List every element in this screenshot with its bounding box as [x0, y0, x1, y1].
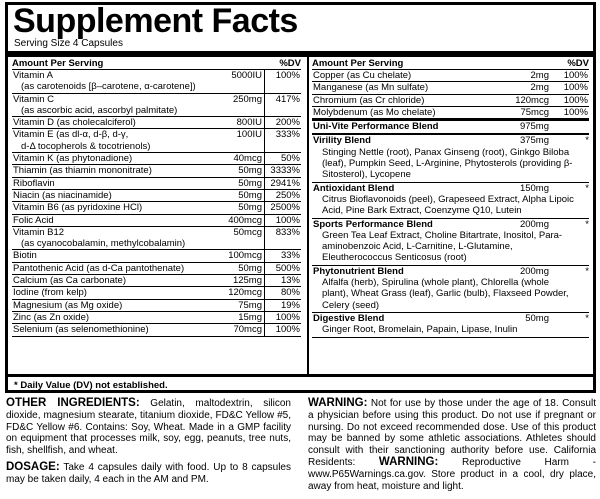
nutrient-dv: 333%: [264, 129, 301, 152]
left-column: [12, 57, 301, 337]
nutrient-amount: 250mg: [232, 93, 262, 105]
nutrient-row: [12, 70, 301, 94]
nutrient-row: [12, 300, 301, 312]
nutrient-name: Selenium (as selenomethionine): [13, 324, 149, 336]
blend-block: [312, 219, 589, 266]
nutrient-amount: 100IU: [236, 129, 262, 141]
nutrient-dv: 50%: [264, 153, 301, 164]
blend-dv: *: [585, 135, 589, 147]
footnote: * Daily Value (DV) not established.: [14, 380, 168, 391]
nutrient-name-cell: [12, 287, 214, 298]
warning-label-2: WARNING:: [378, 455, 439, 468]
nutrient-amount: 50mg: [238, 189, 262, 201]
nutrient-dv: 19%: [264, 300, 301, 311]
nutrient-amount: 800IU: [236, 117, 262, 129]
blend-block: [312, 183, 589, 219]
nutrient-amount: 75mg: [238, 299, 262, 311]
supplement-facts-panel: [5, 2, 596, 393]
nutrient-name: Biotin: [13, 250, 37, 262]
nutrient-row: [12, 94, 301, 118]
blend-block: [312, 266, 589, 313]
nutrient-name-cell: [12, 275, 214, 286]
other-ingredients-label: OTHER INGREDIENTS:: [6, 397, 140, 409]
nutrient-amount: 70mcg: [233, 324, 262, 336]
right-header-dv: %DV: [567, 58, 589, 69]
nutrient-name-cell: [12, 94, 214, 117]
nutrient-amount: 400mcg: [228, 214, 262, 226]
mineral-name: Copper (as Cu chelate): [313, 70, 412, 81]
warning-text: Not for use by those under the age of 18. Consult a physician before using this product. Do not use if pregnant or nursing. Do not exceed recommended dose. Use of this product may be banned by some athletic associations. Athletes should consult with their sanctioning authority before use. California Residents:: [308, 398, 596, 468]
warning-label: WARNING:: [308, 397, 368, 409]
nutrient-row: [12, 202, 301, 214]
nutrient-amount: 50mg: [238, 202, 262, 214]
mineral-amount: 75mcg: [520, 106, 549, 118]
blend-ingredients: Green Tea Leaf Extract, Choline Bitartrate, Inositol, Para-aminobenzoic Acid, L-Carnitine, L-Glutamine, Eleutherococcus Senticosus (root): [322, 229, 563, 264]
nutrient-row: [12, 250, 301, 262]
mineral-row: [312, 82, 589, 94]
nutrient-amount: 15mg: [238, 311, 262, 323]
blend-name: Uni-Vite Performance Blend: [313, 121, 439, 133]
nutrient-amount: 50mg: [238, 177, 262, 189]
right-rows: [312, 70, 589, 119]
nutrient-name-cell: [12, 215, 214, 226]
blend-name: Virility Blend: [313, 135, 371, 147]
nutrient-name-cell: [12, 129, 214, 152]
blend-header: [312, 266, 589, 277]
nutrient-name-cell: [12, 117, 214, 128]
nutrient-row: [12, 117, 301, 129]
mineral-row: [312, 95, 589, 107]
blend-dv: *: [585, 182, 589, 194]
nutrient-name-cell: [12, 250, 214, 261]
nutrient-dv: 3333%: [264, 165, 301, 176]
blend-name: Phytonutrient Blend: [313, 265, 404, 277]
nutrient-source: (as carotenoids [β–carotene, α-carotene]): [21, 81, 196, 93]
nutrient-name-cell: [12, 178, 214, 189]
blend-header: [312, 135, 589, 146]
blend-amount: 200mg: [519, 218, 549, 230]
other-ingredients-text: Gelatin, maltodextrin, silicon dioxide, magnesium stearate, titanium dioxide, FD&C Yellow #5, FD&C Yellow #6. Contains: Soy, Wheat. Made in a GMP facility on equipment that processes milk, soy, egg, peanuts, tree nuts, fish, shellfish, and wheat.: [6, 398, 291, 457]
nutrient-row: [12, 215, 301, 227]
nutrient-dv: 500%: [264, 263, 301, 274]
mineral-row: [312, 107, 589, 119]
nutrient-row: [12, 227, 301, 251]
nutrient-name: Vitamin B6 (as pyridoxine HCl): [13, 202, 143, 214]
nutrient-name-cell: [12, 324, 214, 335]
blend-amount: 150mg: [519, 182, 549, 194]
nutrient-name: Folic Acid: [13, 214, 54, 226]
mineral-name: Chromium (as Cr chloride): [313, 94, 425, 106]
nutrient-dv: 250%: [264, 190, 301, 201]
nutrient-dv: 833%: [264, 227, 301, 250]
blend-header: [312, 313, 589, 324]
nutrient-name-cell: [12, 263, 214, 274]
blend-amount: 200mg: [519, 265, 549, 277]
nutrient-source: (as ascorbic acid, ascorbyl palmitate): [21, 104, 178, 116]
nutrient-dv: 417%: [264, 94, 301, 117]
nutrient-row: [12, 287, 301, 299]
nutrient-source: (as cyanocobalamin, methylcobalamin): [21, 238, 186, 250]
nutrient-name: Magnesium (as Mg oxide): [13, 299, 123, 311]
blend-amount: 975mg: [519, 121, 549, 133]
nutrient-name-cell: [12, 70, 214, 93]
nutrient-name-cell: [12, 227, 214, 250]
blend-dv: *: [585, 218, 589, 230]
nutrient-row: [12, 165, 301, 177]
dosage-label: DOSAGE:: [6, 461, 60, 473]
warning: [308, 398, 596, 492]
nutrient-dv: 80%: [264, 287, 301, 298]
blend-dv: *: [585, 265, 589, 277]
blend-dv: [551, 121, 589, 132]
blend-name: Digestive Blend: [313, 312, 385, 324]
warning-text-2: Reproductive Harm - www.P65Warnings.ca.gov. Store product in a cool, dry place, away from heat, moisture and light.: [308, 456, 596, 492]
nutrient-row: [12, 178, 301, 190]
nutrient-name-cell: [12, 190, 214, 201]
nutrient-name: Vitamin D (as cholecalciferol): [13, 117, 136, 129]
nutrient-name: Vitamin A: [13, 70, 53, 81]
nutrient-row: [12, 129, 301, 153]
blend-block: [312, 135, 589, 182]
left-header: [12, 57, 301, 70]
nutrient-name-cell: [12, 202, 214, 213]
right-header-amount: Amount Per Serving: [312, 58, 404, 69]
nutrient-name-cell: [12, 153, 214, 164]
nutrient-dv: 200%: [264, 117, 301, 128]
nutrient-name: Zinc (as Zn oxide): [13, 311, 90, 323]
mineral-name: Molybdenum (as Mo chelate): [313, 106, 436, 118]
nutrient-dv: 100%: [264, 312, 301, 323]
right-header: [312, 57, 589, 70]
nutrient-amount: 50mg: [238, 262, 262, 274]
blend-ingredients: Stinging Nettle (root), Panax Ginseng (root), Ginkgo Biloba (leaf), Pumpkin Seed, L-Arginine, Phytosterols (providing β-Sitosterol), Lycopene: [322, 146, 573, 181]
blend-header: [312, 121, 589, 132]
mineral-dv: 100%: [563, 106, 588, 118]
nutrient-amount: 100mcg: [228, 250, 262, 262]
nutrient-dv: 2941%: [264, 178, 301, 189]
nutrient-dv: 100%: [264, 324, 301, 335]
mineral-row: [312, 70, 589, 82]
nutrient-dv: 13%: [264, 275, 301, 286]
blends: [312, 119, 589, 337]
mineral-amount: 120mcg: [515, 94, 549, 106]
nutrient-row: [12, 153, 301, 165]
mineral-amount: 2mg: [530, 82, 549, 94]
blend-header: [312, 219, 589, 230]
nutrient-name: Vitamin C: [13, 93, 55, 105]
nutrient-amount: 50mcg: [233, 226, 262, 238]
nutrient-row: [12, 312, 301, 324]
nutrient-name: Vitamin K (as phytonadione): [13, 153, 133, 165]
blend-name: Sports Performance Blend: [313, 218, 433, 230]
nutrient-name: Niacin (as niacinamide): [13, 189, 112, 201]
nutrient-row: [12, 275, 301, 287]
column-divider: [307, 57, 309, 374]
blend-amount: 50mg: [525, 312, 549, 324]
nutrient-name: Vitamin B12: [13, 226, 65, 238]
mineral-dv: 100%: [563, 70, 588, 81]
mineral-dv: 100%: [563, 82, 588, 94]
nutrient-name-cell: [12, 300, 214, 311]
blend-dv: *: [585, 312, 589, 324]
nutrient-row: [12, 190, 301, 202]
left-rows: [12, 70, 301, 337]
nutrient-name-cell: [12, 312, 214, 323]
other-ingredients: [6, 398, 291, 457]
nutrient-dv: 100%: [264, 70, 301, 93]
serving-size: Serving Size 4 Capsules: [14, 38, 123, 49]
nutrient-row: [12, 324, 301, 336]
panel-title: Supplement Facts: [13, 2, 298, 40]
footnote-divider: [8, 374, 593, 377]
nutrient-dv: 100%: [264, 215, 301, 226]
nutrient-name: Thiamin (as thiamin mononitrate): [13, 165, 152, 177]
mineral-name: Manganese (as Mn sulfate): [313, 82, 429, 94]
nutrient-name: Calcium (as Ca carbonate): [13, 275, 126, 287]
left-header-amount: Amount Per Serving: [12, 58, 104, 69]
mineral-dv: 100%: [563, 94, 588, 106]
right-column: [312, 57, 589, 338]
blend-header: [312, 183, 589, 194]
blend-block: [312, 121, 589, 135]
nutrient-name: Pantothenic Acid (as d-Ca pantothenate): [13, 262, 185, 274]
nutrient-row: [12, 263, 301, 275]
blend-ingredients: Alfalfa (herb), Spirulina (whole plant), Chlorella (whole plant), Wheat Grass (leaf), Garlic (bulb), Flaxseed Powder, Celery (seed): [322, 277, 569, 311]
nutrient-amount: 125mg: [232, 275, 262, 287]
blend-block: [312, 313, 589, 338]
dosage: [6, 462, 291, 486]
nutrient-name: Riboflavin: [13, 177, 55, 189]
nutrient-name: Vitamin E (as dl-α, d-β, d-γ,: [13, 129, 129, 141]
nutrient-dv: 2500%: [264, 202, 301, 213]
dosage-text: Take 4 capsules daily with food. Up to 8 capsules may be taken daily, 4 each in the AM and PM.: [6, 462, 291, 485]
blend-ingredients: Citrus Bioflavonoids (peel), Grapeseed Extract, Alpha Lipoic Acid, Pine Bark Extract, Coenzyme Q10, Lutein: [322, 193, 574, 217]
nutrient-amount: 40mcg: [233, 153, 262, 165]
nutrient-amount: 50mg: [238, 165, 262, 177]
nutrient-name-cell: [12, 165, 214, 176]
nutrient-dv: 33%: [264, 250, 301, 261]
nutrient-name: Iodine (from kelp): [13, 287, 87, 299]
nutrient-source: d-Δ tocopherols & tocotrienols): [21, 140, 151, 152]
blend-ingredients: Ginger Root, Bromelain, Papain, Lipase, Inulin: [322, 324, 518, 336]
blend-amount: 375mg: [519, 135, 549, 147]
blend-name: Antioxidant Blend: [313, 182, 395, 194]
left-header-dv: %DV: [279, 58, 301, 69]
nutrient-amount: 5000IU: [231, 70, 262, 81]
mineral-amount: 2mg: [530, 70, 549, 81]
nutrient-amount: 120mcg: [228, 287, 262, 299]
